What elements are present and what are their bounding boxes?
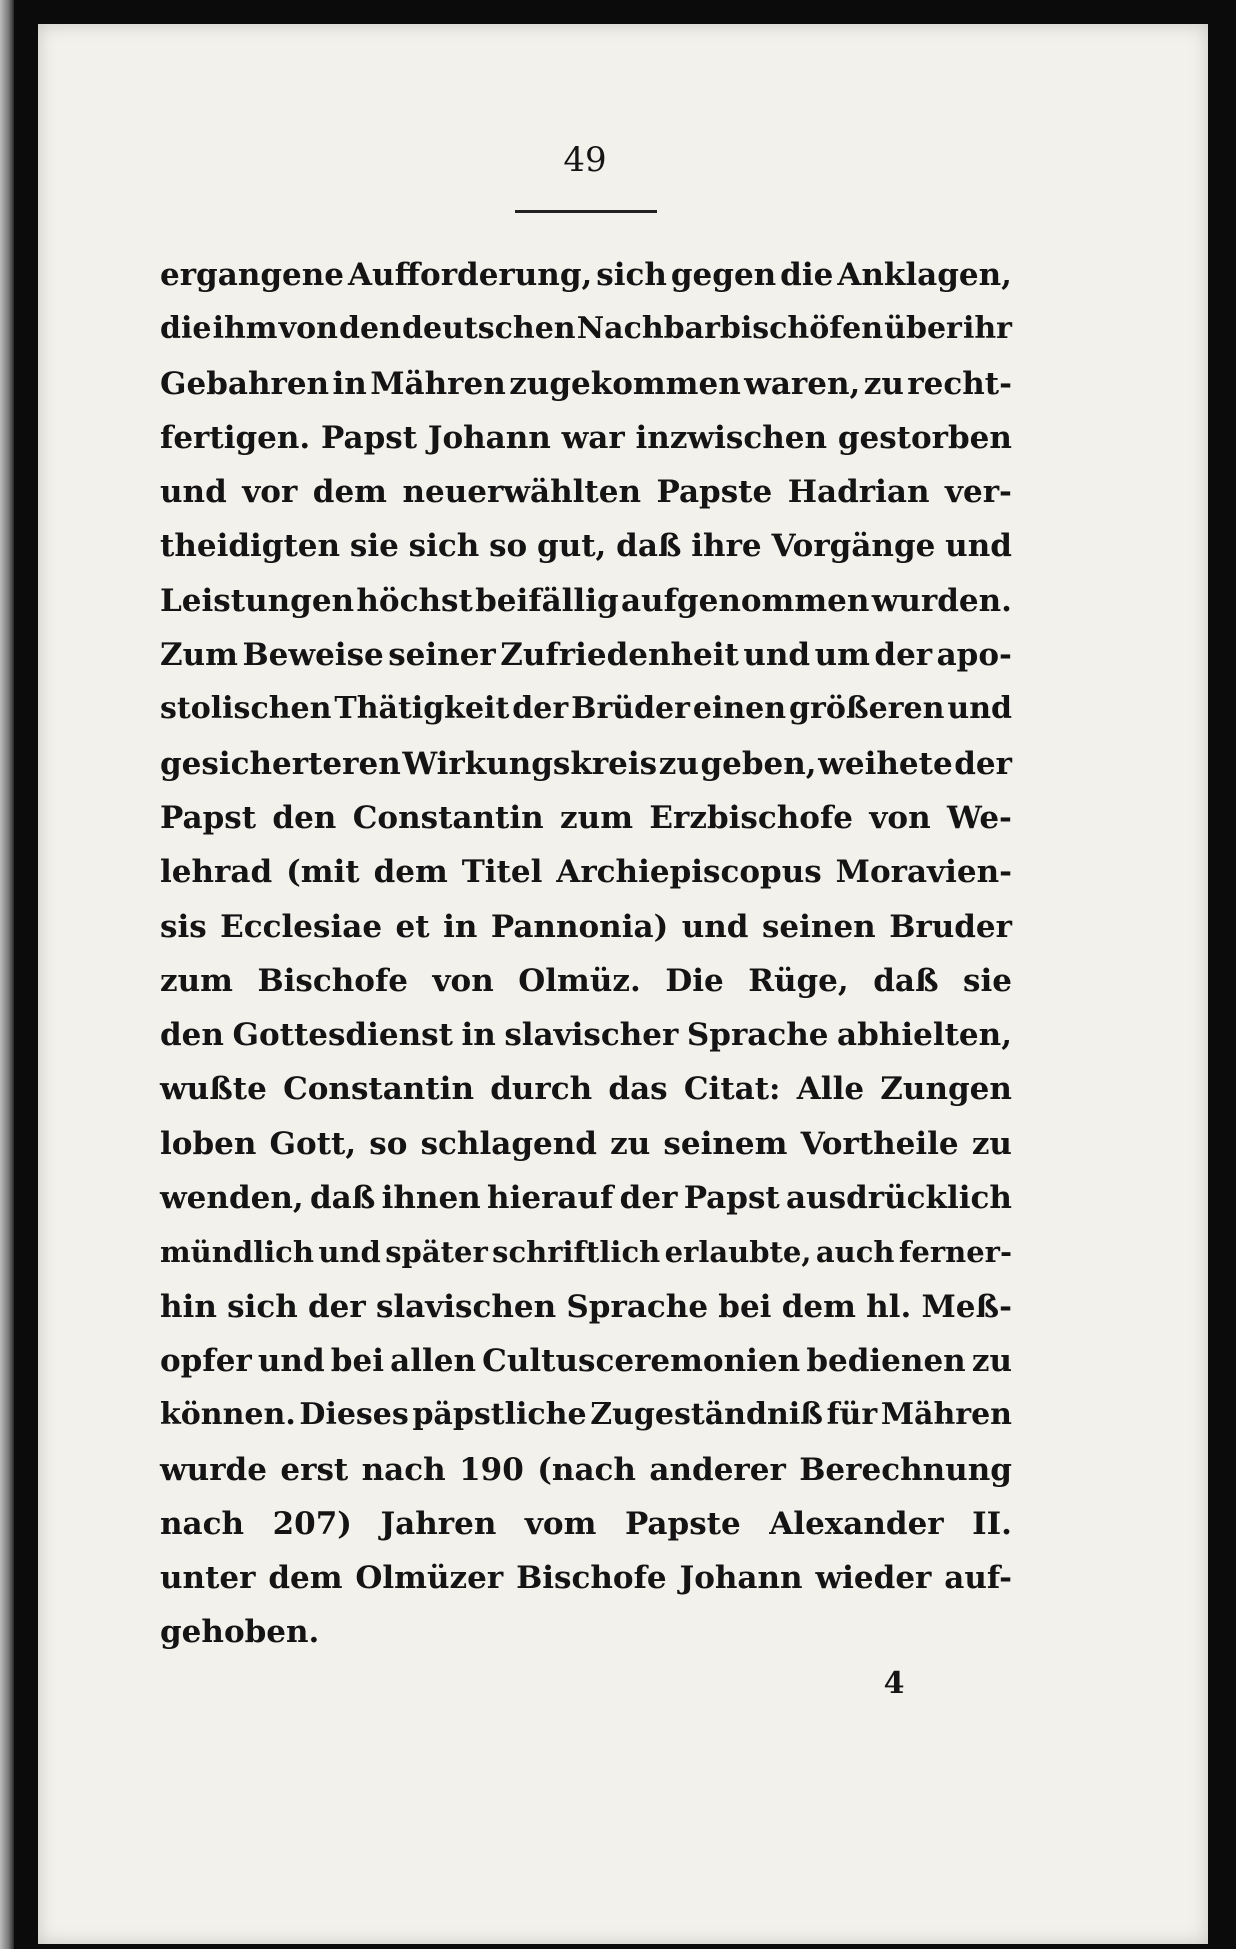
word: hierauf <box>487 1180 614 1217</box>
word: daß <box>616 528 682 565</box>
word: ergangene <box>160 257 345 293</box>
word: slavischen <box>375 1288 557 1325</box>
word: und <box>947 691 1012 727</box>
word: ihm <box>212 311 278 347</box>
word: seinem <box>663 1125 788 1162</box>
word: so <box>369 1125 408 1162</box>
word: sie <box>963 962 1012 999</box>
word: Zum <box>160 637 238 674</box>
word: durch <box>490 1071 593 1108</box>
word: bei <box>718 1288 772 1325</box>
word: Jahren <box>380 1505 497 1542</box>
word: Alle <box>796 1071 865 1108</box>
word: Zugeständniß <box>590 1397 823 1433</box>
text-line <box>160 737 1012 791</box>
word: daß <box>309 1180 376 1217</box>
word: Wirkungskreis <box>402 745 658 782</box>
word: Beweise <box>242 637 384 674</box>
text-line <box>160 357 1012 411</box>
word: geben, <box>700 745 817 782</box>
text-line <box>160 1334 1012 1388</box>
word: päpstliche <box>412 1397 587 1433</box>
word: 207) <box>272 1505 352 1542</box>
word: einen <box>692 691 787 727</box>
word: und <box>743 637 811 674</box>
text-line <box>160 411 1012 465</box>
word: seiner <box>388 637 496 674</box>
word: daß <box>873 962 939 999</box>
page-number: 49 <box>563 140 607 180</box>
word: wenden, <box>160 1180 304 1217</box>
word: aufgenommen <box>620 582 870 619</box>
word: Bruder <box>889 908 1012 945</box>
word: Johann <box>427 419 551 456</box>
word: den <box>339 311 401 347</box>
word: (mit <box>286 854 360 891</box>
word: fertigen. <box>160 419 311 456</box>
word: war <box>561 419 625 456</box>
word: recht- <box>907 365 1012 402</box>
word: gegen <box>670 257 777 293</box>
word: allen <box>390 1342 477 1379</box>
word: neuerwählten <box>402 474 641 511</box>
text-line <box>160 1117 1012 1171</box>
word: Leistungen <box>160 582 355 619</box>
text-line <box>160 248 1012 302</box>
word: hin <box>160 1288 217 1325</box>
word: die <box>160 311 212 347</box>
word: Gottesdienst <box>232 1017 453 1054</box>
word: loben <box>160 1125 257 1162</box>
text-line <box>160 1225 1012 1279</box>
word: wurden. <box>871 582 1012 619</box>
word: sis <box>160 908 207 945</box>
word: sich <box>227 1288 298 1325</box>
word: Rüge, <box>748 962 849 999</box>
word: hl. <box>866 1288 912 1325</box>
word: nach <box>361 1451 446 1488</box>
word: auf- <box>944 1560 1012 1597</box>
word: gestorben <box>837 419 1012 456</box>
text-line <box>160 302 1012 356</box>
word: Gott, <box>269 1125 357 1162</box>
word: Hadrian <box>787 474 930 511</box>
word: Nachbarbischöfen <box>576 311 884 347</box>
word: Olmüz. <box>518 962 641 999</box>
word: Meß- <box>921 1288 1012 1325</box>
text-line <box>160 1008 1012 1062</box>
word: Zufriedenheit <box>500 637 739 674</box>
text-line <box>160 1497 1012 1551</box>
word: Vortheile <box>800 1125 959 1162</box>
word: Dieses <box>299 1397 409 1433</box>
text-line <box>160 791 1012 845</box>
word: später <box>385 1235 488 1270</box>
word: gesicherteren <box>160 745 401 782</box>
word: waren, <box>744 365 861 402</box>
word: Bischofe <box>257 962 409 999</box>
word: Papste <box>624 1505 741 1542</box>
word: dem <box>312 474 387 511</box>
word: Bischofe <box>516 1560 667 1597</box>
word: der <box>307 1288 366 1325</box>
word: ihr <box>962 311 1012 347</box>
word: erlaubte, <box>664 1235 812 1270</box>
word: in <box>332 365 367 402</box>
word: zu <box>971 1342 1012 1379</box>
word: Papste <box>656 474 773 511</box>
word: gut, <box>537 528 607 565</box>
word: mündlich <box>160 1235 314 1270</box>
word: schriftlich <box>492 1235 661 1270</box>
word: Papst <box>321 419 418 456</box>
word: sich <box>596 257 667 293</box>
word: sich <box>408 528 480 565</box>
word: zugekommen <box>509 365 741 402</box>
text-line <box>160 1605 1012 1659</box>
word: opfer <box>160 1342 252 1379</box>
word: schlagend <box>420 1125 597 1162</box>
word: lehrad <box>160 854 273 891</box>
word: Thätigkeit <box>334 691 510 727</box>
word: bedienen <box>806 1342 966 1379</box>
word: Constantin <box>283 1071 474 1108</box>
word: der <box>619 1180 678 1217</box>
word: und <box>257 1342 325 1379</box>
word: theidigten <box>160 528 341 565</box>
page-number-rule <box>515 210 657 213</box>
word: vom <box>524 1505 597 1542</box>
word: Aufforderung, <box>347 257 593 293</box>
word: Moravien- <box>835 854 1012 891</box>
word: den <box>272 799 337 836</box>
word: Vorgänge <box>771 528 936 565</box>
word: Zungen <box>880 1071 1012 1108</box>
word: ihnen <box>381 1180 481 1217</box>
word: ver- <box>944 474 1012 511</box>
text-line <box>160 1062 1012 1116</box>
word: Sprache <box>686 1017 829 1054</box>
text-line <box>160 628 1012 682</box>
word: Mähren <box>370 365 506 402</box>
word: Anklagen, <box>837 257 1012 293</box>
word: den <box>160 1017 224 1054</box>
word: höchst <box>356 582 473 619</box>
word: Sprache <box>566 1288 709 1325</box>
word: wieder <box>815 1560 932 1597</box>
word: wußte <box>160 1071 267 1108</box>
text-line <box>160 900 1012 954</box>
word: in <box>461 1017 496 1054</box>
word: ihre <box>691 528 762 565</box>
word: dem <box>373 854 448 891</box>
word: Berechnung <box>799 1451 1012 1488</box>
word: um <box>814 637 870 674</box>
word: zu <box>658 745 699 782</box>
word: Ecclesiae <box>220 908 383 945</box>
word: Cultusceremonien <box>482 1342 801 1379</box>
word: zu <box>863 365 904 402</box>
word: ferner- <box>898 1235 1012 1270</box>
word: deutschen <box>402 311 576 347</box>
word: zum <box>560 799 633 836</box>
word: Olmüzer <box>355 1560 504 1597</box>
word: (nach <box>537 1451 636 1488</box>
word: Citat: <box>683 1071 781 1108</box>
word: dem <box>781 1288 856 1325</box>
word: Constantin <box>352 799 544 836</box>
word: We- <box>947 799 1012 836</box>
text-line <box>160 1443 1012 1497</box>
word: dem <box>268 1560 343 1597</box>
word: abhielten, <box>837 1017 1012 1054</box>
word: seinen <box>761 908 876 945</box>
text-line <box>160 519 1012 573</box>
word: Brüder <box>571 691 690 727</box>
word: und <box>318 1235 381 1270</box>
word: et <box>395 908 430 945</box>
word: inzwischen <box>635 419 828 456</box>
word: über <box>884 311 962 347</box>
word: Titel <box>461 854 543 891</box>
word: slavischer <box>504 1017 679 1054</box>
scan-edge <box>0 0 14 1949</box>
word: die <box>780 257 834 293</box>
word: von <box>278 311 338 347</box>
word: und <box>681 908 749 945</box>
text-line <box>160 1388 1012 1442</box>
word: Papst <box>160 799 257 836</box>
text-line <box>160 954 1012 1008</box>
word: weihete <box>818 745 953 782</box>
word: von <box>432 962 494 999</box>
word: bei <box>330 1342 384 1379</box>
word: apo- <box>936 637 1012 674</box>
word: Alexander <box>769 1505 944 1542</box>
word: beifällig <box>475 582 619 619</box>
word: Pannonia) <box>490 908 669 945</box>
word: und <box>945 528 1012 565</box>
word: für <box>826 1397 878 1433</box>
signature-mark: 4 <box>883 1666 905 1701</box>
text-line <box>160 1551 1012 1605</box>
word: zum <box>160 962 233 999</box>
word: auch <box>815 1235 895 1270</box>
body-text <box>160 248 1012 1660</box>
word: vor <box>242 474 298 511</box>
word: wurde <box>160 1451 267 1488</box>
word: Archiepiscopus <box>556 854 822 891</box>
text-line <box>160 574 1012 628</box>
word: ausdrücklich <box>786 1180 1012 1217</box>
word: größeren <box>789 691 945 727</box>
word: der <box>954 745 1012 782</box>
word: 190 <box>459 1451 524 1488</box>
word: zu <box>610 1125 651 1162</box>
word: Die <box>665 962 724 999</box>
word: anderer <box>649 1451 786 1488</box>
word: in <box>443 908 478 945</box>
word: der <box>874 637 933 674</box>
word: von <box>869 799 931 836</box>
word: sie <box>349 528 399 565</box>
word: Johann <box>679 1560 803 1597</box>
word: und <box>160 474 227 511</box>
word: unter <box>160 1560 256 1597</box>
word: Gebahren <box>160 365 330 402</box>
word: der <box>512 691 569 727</box>
word: Mähren <box>880 1397 1012 1433</box>
text-line <box>160 682 1012 736</box>
word: nach <box>160 1505 245 1542</box>
text-line <box>160 465 1012 519</box>
word: so <box>489 528 528 565</box>
word: können. <box>160 1397 296 1433</box>
word: Papst <box>683 1180 780 1217</box>
text-line <box>160 1280 1012 1334</box>
word: II. <box>972 1505 1012 1542</box>
word: gehoben. <box>160 1614 320 1651</box>
text-line <box>160 1171 1012 1225</box>
word: das <box>608 1071 668 1108</box>
word: stolischen <box>160 691 332 727</box>
word: Erzbischofe <box>649 799 854 836</box>
word: erst <box>280 1451 349 1488</box>
word: zu <box>971 1125 1012 1162</box>
text-line <box>160 845 1012 899</box>
